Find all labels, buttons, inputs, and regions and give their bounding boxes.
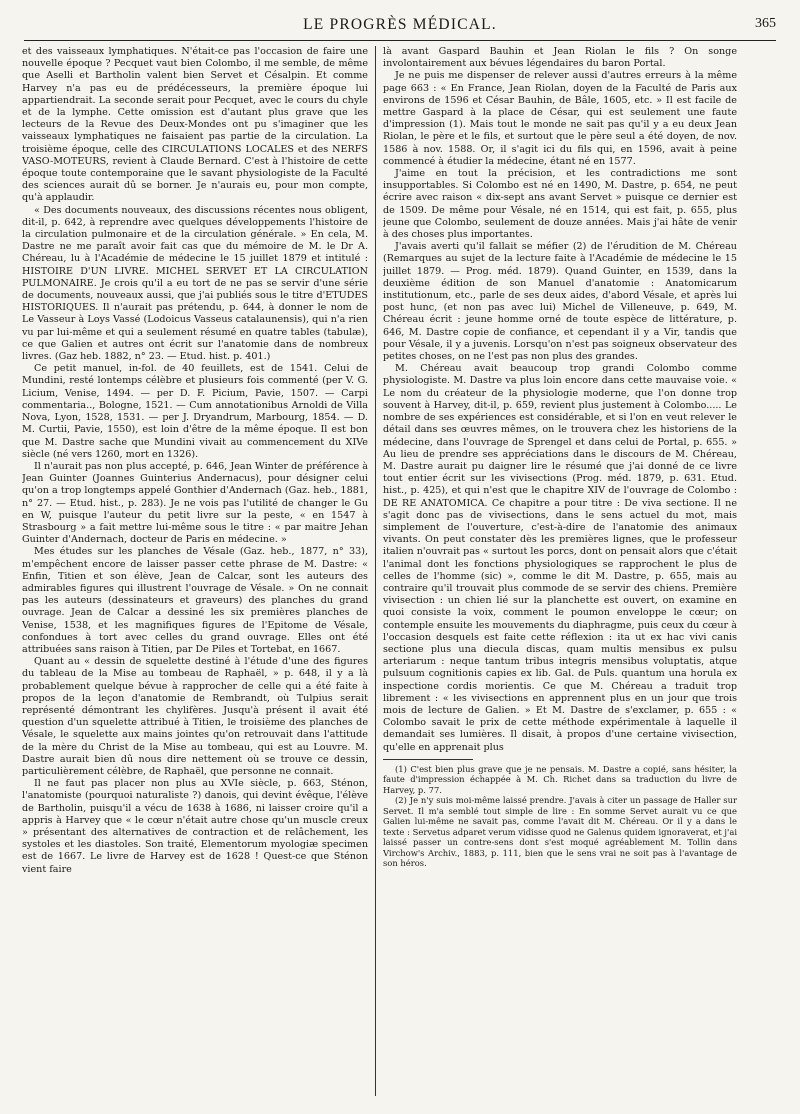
paragraph: Ce petit manuel, in-fol. de 40 feuillets, est de 1541. Celui de Mundini, resté lontemps célèbre et plusieurs fois commenté (per V. G. Licium, Venise, 1494. — per D. F. Picium, Pavie, 1507. — Carpi commentaria.., Bologne, 1521. — Cum annotationibus Arnoldi de Villa Nova, Lyon, 1528, 1531. — per J. Dryandrum, Marbourg, 1854. — D. M. Curtii, Pavie, 1550), est loin d'être de la même époque. Il est bon que M. Dastre sache que Mundini vivait au commencement du XIVe siècle (né vers 1260, mort en 1326). xyxy=(22,363,368,460)
page-header xyxy=(24,14,776,41)
paragraph: J'avais averti qu'il fallait se méfier (2) de l'érudition de M. Chéreau (Remarques au sujet de la lecture faite à l'Académie de médecine le 15 juillet 1879. — Prog. méd. 1879). Quand Guinter, en 1539, dans la deuxième édition de son Manuel d'anatomie : Anatomicarum institutionum, etc., parle de ses deux aides, d'abord Vésale, et après lui post hunc, (et non pas avec lui) Michel de Villeneuve, p. 649, M. Chéreau écrit : jeune homme orné de toute espèce de littérature, p. 646, M. Dastre copie de confiance, et cependant il y a Vir, tandis que pour Vésale, il y a juvenis. Lorsqu'on n'est pas soigneux observateur des petites choses, on ne l'est pas non plus des grandes. xyxy=(383,241,737,363)
left-column xyxy=(22,46,368,1100)
paragraph: Mes études sur les planches de Vésale (Gaz. heb., 1877, n° 33), m'empêchent encore de laisser passer cette phrase de M. Dastre: « Enfin, Titien et son élève, Jean de Calcar, sont les auteurs des admirables figures qui illustrent l'ouvrage de Vésale. » On ne connait pas les auteurs (dessinateurs et graveurs) des planches du grand ouvrage. Jean de Calcar a dessiné les six premières planches de Venise, 1538, et les magnifiques figures de l'Epitome de Vésale, confondues à tort avec celles du grand ouvrage. Elles ont été attribuées sans raison à Titien, par De Piles et Tortebat, en 1667. xyxy=(22,546,368,655)
paragraph: Je ne puis me dispenser de relever aussi d'autres erreurs à la même page 663 : « En France, Jean Riolan, doyen de la Faculté de Paris aux environs de 1596 et César Bauhin, de Bâle, 1605, etc. » Il est facile de mettre Gaspard à la place de César, qui est seulement une faute d'impression (1). Mais tout le monde ne sait pas qu'il y a eu deux Jean Riolan, le père et le fils, et surtout que le père seul a été doyen, de nov. 1586 à nov. 1588. Or, il s'agit ici du fils qui, en 1596, avait à peine commencé à étudier la médecine, étant né en 1577. xyxy=(383,70,737,167)
running-title: LE PROGRÈS MÉDICAL. xyxy=(303,16,497,33)
footnote-separator xyxy=(383,759,473,760)
paragraph: M. Chéreau avait beaucoup trop grandi Colombo comme physiologiste. M. Dastre va plus loin encore dans cette mauvaise voie. « Le nom du créateur de la physiologie moderne, que l'on donne trop souvent à Harvey, dit-il, p. 659, revient plus justement à Colombo..... Le nombre de ses expériences est considérable, et si l'on en veut relever le détail dans ses œuvres mêmes, on le trouvera chez les historiens de la médecine, dans l'ouvrage de Sprengel et dans celui de Portal, p. 655. » Au lieu de prendre ses appréciations dans le discours de M. Chéreau, M. Dastre aurait pu daigner lire le résumé que j'ai donné de ce livre tout entier écrit sur les vivisections (Prog. méd. 1879, p. 631. Etud. hist., p. 425), et qui n'est que le chapitre XIV de l'ouvrage de Colombo : DE RE ANATOMICA. Ce chapitre a pour titre : De viva sectione. Il ne s'agit donc pas de vivisections, dans le sens actuel du mot, mais simplement de l'ouverture, c'est-à-dire de l'anatomie des animaux vivants. On peut constater dès les premières lignes, que le professeur italien n'ouvrait pas « surtout les porcs, dont on pensait alors que c'était l'animal dont les fonctions physiologiques se rapprochent le plus de celles de l'homme (sic) », comme le dit M. Dastre, p. 655, mais au contraire qu'il trouvait plus commode de se servir des chiens. Première vivisection : un chien lié sur la planchette est ouvert, on examine en quoi consiste la voix, comment le poumon enveloppe le cœur; on contemple ensuite les mouvements du diaphragme, puis ceux du cœur à l'occasion desquels est faite cette réflexion : ita ut ex hac vivi canis sectione plus una diecula discas, quam multis mensibus ex pulsu arteriarum : neque tantum tribus integris mensibus voluptatis, atque pulsuum cognitionis capies ex lib. Gal. de Puls. quantum una horula ex inspectione cordis morientis. Ce que M. Chéreau a traduit trop librement : « les vivisections en apprennent plus en un jour que trois mois de lecture de Galien. » Et M. Dastre de s'exclamer, p. 655 : « Colombo savait le prix de cette méthode expérimentale à laquelle il demandait ses lumières. Il disait, à propos d'une certaine vivisection, qu'elle en apprenait plus xyxy=(383,363,737,753)
column-divider xyxy=(375,46,376,1096)
page-number: 365 xyxy=(755,16,776,31)
paragraph: Il n'aurait pas non plus accepté, p. 646, Jean Winter de préférence à Jean Guinter (Joannes Guinterius Andernacus), pour désigner celui qu'on a trop longtemps appelé Gonthier d'Andernach (Gaz. heb., 1881, n° 27. — Etud. hist., p. 283). Je ne vois pas l'utilité de changer le Gu en W, puisque l'auteur du petit livre sur la peste, « en 1547 à Strasbourg » a fait mettre lui-même sous le titre : « par maitre Jehan Guinter d'Andernach, docteur de Paris en médecine. » xyxy=(22,460,368,546)
paragraph: Il ne faut pas placer non plus au XVIe siècle, p. 663, Sténon, l'anatomiste (pourquoi naturaliste ?) danois, qui devint évêque, l'élève de Bartholin, puisqu'il a vécu de 1638 à 1686, ni laisser croire qu'il a appris à Harvey que « le cœur n'était autre chose qu'un muscle creux » présentant des alternatives de contraction et de relâchement, les systoles et les diastoles. Son traité, Elementorum myologiæ specimen est de 1667. Le livre de Harvey est de 1628 ! Quest-ce que Sténon vient faire xyxy=(22,778,368,875)
footnote: (2) Je n'y suis moi-même laissé prendre. J'avais à citer un passage de Haller sur Servet. Il m'a semblé tout simple de lire : En somme Servet aurait vu ce que Galien lui-même ne savait pas, comme l'avait dit M. Chéreau. Or il y a dans le texte : Servetus adparet verum vidisse quod ne Galenus quidem ignoraverat, et j'ai laissé passer un contre-sens dont s'est moqué agréablement M. Tollin dans Virchow's Archiv., 1883, p. 111, bien que le sens vrai ne soit pas à l'avantage de son héros. xyxy=(383,795,737,869)
paragraph: Quant au « dessin de squelette destiné à l'étude d'une des figures du tableau de la Mise au tombeau de Raphaël, » p. 648, il y a là probablement quelque bévue à rapprocher de celle qui a été faite à propos de la leçon d'anatomie de Rembrandt, où Tulpius serait représenté démontrant les chylifères. Jusqu'à présent il avait été question d'un squelette attribué à Titien, le troisième des planches de Vésale, le squelette aux mains jointes qu'on retrouvait dans l'attitude de la mère du Christ de la Mise au tombeau, qui est au Louvre. M. Dastre aurait bien dû nous dire nettement où se trouve ce dessin, particulièrement célèbre, de Raphaël, que personne ne connait. xyxy=(22,656,368,777)
paragraph: « Des documents nouveaux, des discussions récentes nous obligent, dit-il, p. 642, à reprendre avec quelques développements l'histoire de la circulation pulmonaire et de la circulation générale. » En cela, M. Dastre ne me paraît avoir fait cas que du mémoire de M. le Dr A. Chéreau, lu à l'Académie de médecine le 15 juillet 1879 et intitulé : HISTOIRE D'UN LIVRE. MICHEL SERVET ET LA CIRCULATION PULMONAIRE. Je crois qu'il a eu tort de ne pas se servir d'une série de documents, nouveaux aussi, que j'ai publiés sous le titre d'ETUDES HISTORIQUES. Il n'aurait pas prétendu, p. 644, à donner le nom de Le Vasseur à Loys Vassé (Lodoicus Vasseus catalaunensis), qui n'a rien vu par lui-même et qui a seulement résumé en quatre tables (tabulæ), ce que Galien et autres ont écrit sur l'anatomie dans de nombreux livres. (Gaz heb. 1882, n° 23. — Etud. hist. p. 401.) xyxy=(22,204,368,363)
paragraph: là avant Gaspard Bauhin et Jean Riolan le fils ? On songe involontairement aux bévues légendaires du baron Portal. xyxy=(383,46,737,70)
right-column xyxy=(383,46,737,1100)
footnote: (1) C'est bien plus grave que je ne pensais. M. Dastre a copié, sans hésiter, la faute d'impression échappée à M. Ch. Richet dans sa traduction du livre de Harvey, p. 77. xyxy=(383,763,737,795)
paragraph: et des vaisseaux lymphatiques. N'était-ce pas l'occasion de faire une nouvelle époque ? Pecquet vaut bien Colombo, il me semble, de même que Aselli et Bartholin valent bien Servet et Césalpin. Et comme Harvey n'a pas eu de prédécesseurs, la première époque lui appartiendrait. La seconde serait pour Pecquet, avec le cours du chyle et de la lymphe. Cette omission est d'autant plus grave que les lecteurs de la Revue des Deux-Mondes ont pu s'imaginer que les vaisseaux lymphatiques ne faisaient pas partie de la circulation. La troisième époque, celle des CIRCULATIONS LOCALES et des NERFS VASO-MOTEURS, revient à Claude Bernard. C'est à l'histoire de cette époque toute contemporaine que le savant physiologiste de la Faculté des sciences aurait dû se borner. Je n'aurais eu, pour mon compte, qu'à applaudir. xyxy=(22,46,368,204)
paragraph: J'aime en tout la précision, et les contradictions me sont insupportables. Si Colombo est né en 1490, M. Dastre, p. 654, ne peut écrire avec raison « dix-sept ans avant Servet » puisque ce dernier est de 1509. De même pour Vésale, né en 1514, qui est fait, p. 655, plus jeune que Colombo, seulement de douze années. Mais j'ai hâte de venir à des choses plus importantes. xyxy=(383,168,737,241)
